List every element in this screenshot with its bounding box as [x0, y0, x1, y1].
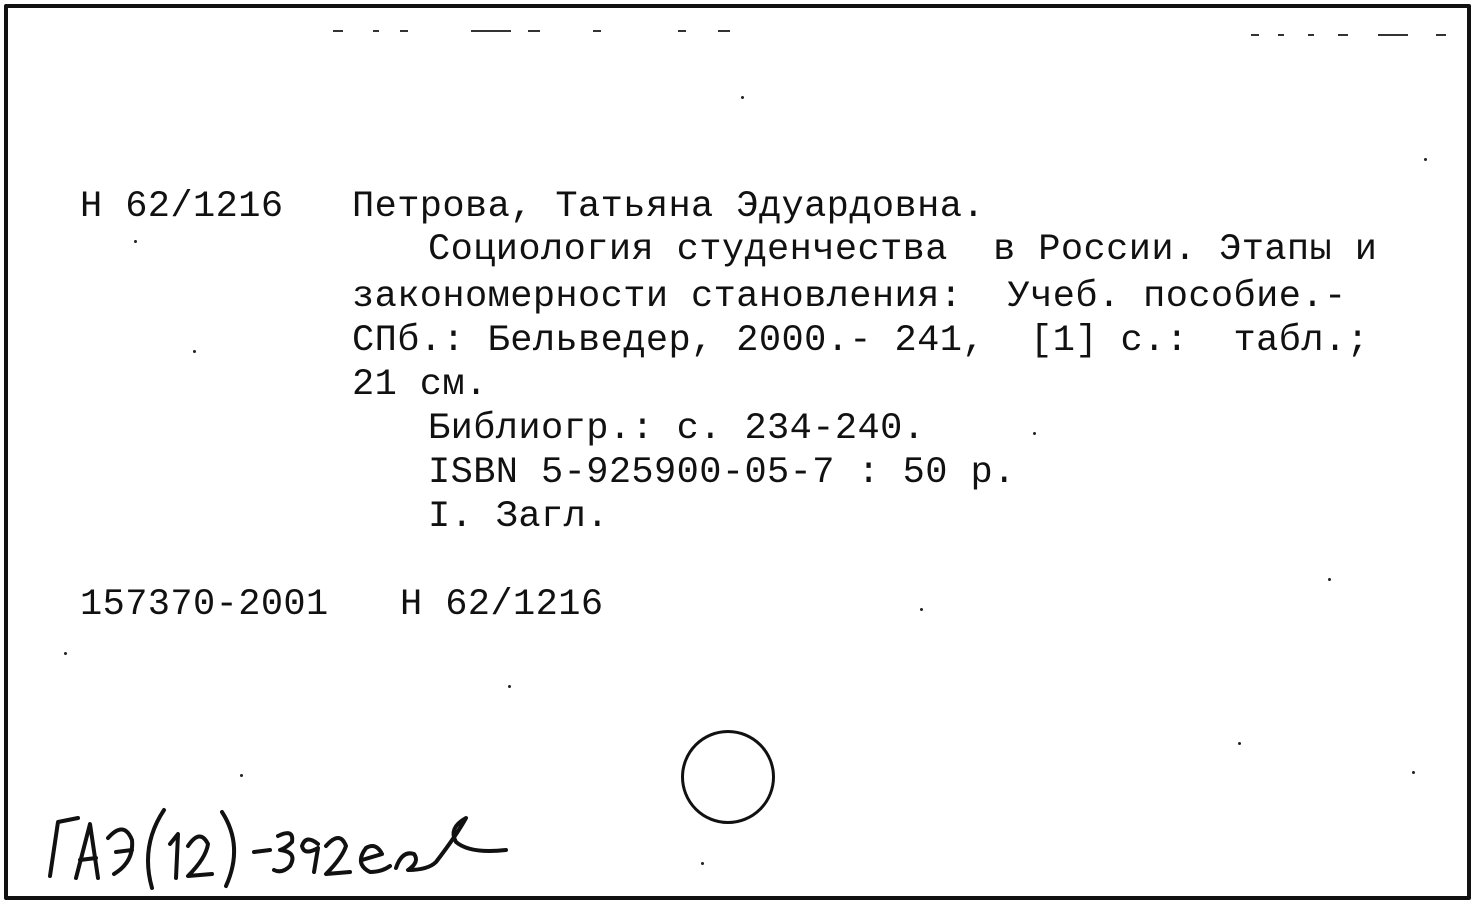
scan-speck: [701, 862, 704, 865]
title-line-1: Социология студенчества в России. Этапы и: [428, 229, 1378, 271]
scan-dash: [1436, 34, 1446, 36]
footer-call-number: Н 62/1216: [400, 584, 604, 626]
hole-circle: [681, 730, 775, 824]
title-line-3: СПб.: Бельведер, 2000.- 241, [1] с.: табл.;: [352, 320, 1370, 362]
scan-dash: [1251, 34, 1259, 36]
scan-dash: [400, 30, 408, 32]
scan-dash: [373, 30, 379, 32]
catalog-card: [4, 4, 1471, 900]
isbn-price: ISBN 5-925900-05-7 : 50 р.: [428, 452, 1016, 494]
title-line-2: закономерности становления: Учеб. пособие.-: [352, 276, 1347, 318]
added-entry: I. Загл.: [428, 496, 609, 538]
scan-dash: [1308, 34, 1314, 36]
bibliography-note: Библиогр.: с. 234-240.: [428, 408, 926, 450]
scan-speck: [1033, 432, 1036, 435]
scan-speck: [1238, 742, 1241, 745]
title-line-4: 21 см.: [352, 364, 488, 406]
handwritten-note-signature: [36, 788, 516, 893]
scan-dash: [333, 30, 343, 32]
scan-speck: [920, 608, 923, 611]
call-number: Н 62/1216: [80, 186, 284, 228]
scan-speck: [134, 240, 137, 243]
scan-dash: [471, 30, 511, 32]
inventory-number: 157370-2001: [80, 584, 329, 626]
author-heading: Петрова, Татьяна Эдуардовна.: [352, 186, 985, 228]
scan-dash: [718, 30, 730, 32]
scan-speck: [508, 685, 511, 688]
scan-speck: [1424, 158, 1427, 161]
scan-speck: [64, 652, 67, 655]
scan-dash: [528, 30, 540, 32]
scan-speck: [1412, 771, 1415, 774]
scan-speck: [741, 96, 744, 99]
scan-dash: [1278, 34, 1284, 36]
scan-speck: [1328, 578, 1331, 581]
scan-speck: [240, 774, 243, 777]
scan-dash: [593, 30, 601, 32]
scan-dash: [1378, 34, 1408, 36]
scan-speck: [193, 350, 196, 353]
scan-dash: [1338, 34, 1348, 36]
scan-dash: [678, 30, 686, 32]
